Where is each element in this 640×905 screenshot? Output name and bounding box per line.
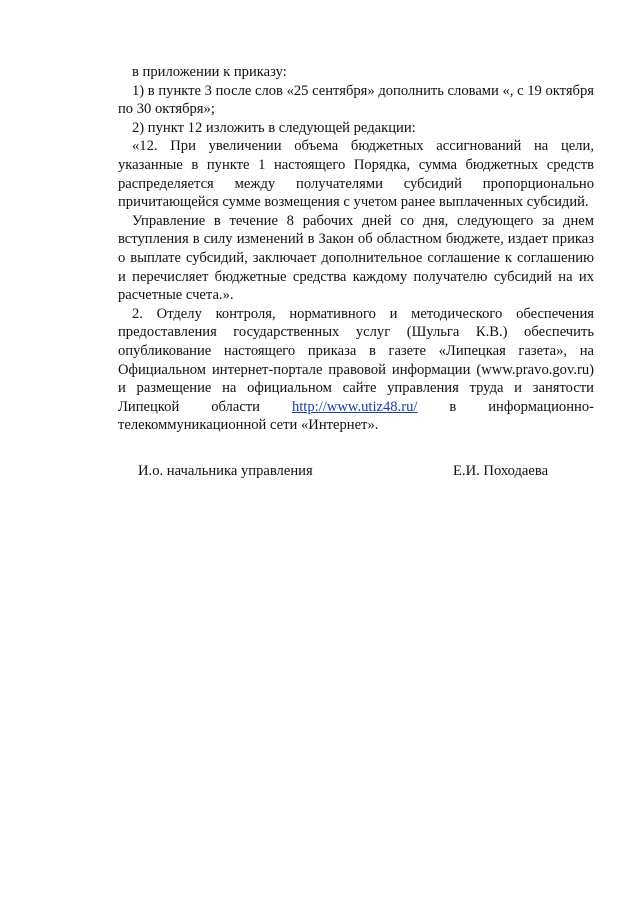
utiz48-link[interactable]: http://www.utiz48.ru/ xyxy=(291,398,418,415)
paragraph-management: Управление в течение 8 рабочих дней со дня, следующего за днем вступления в силу изменений в Закон об областном бюджете, издает приказ о выплате субсидий, заключает дополнительное соглашение к соглашению и перечисляет бюджетные средства каждому получателю субсидий на их расчетные счета.». xyxy=(118,212,594,304)
signatory-name: Е.И. Походаева xyxy=(453,463,549,479)
publication-text-after: в информационно-телекоммуникационной сети «Интернет». xyxy=(118,398,594,434)
paragraph-point-12: «12. При увеличении объема бюджетных ассигнований на цели, указанные в пункте 1 настоящего Порядка, сумма бюджетных средств распределяется между получателями субсидий пропорционально причитающейся сумме возмещения с учетом ранее выплаченных субсидий. xyxy=(118,138,594,211)
paragraph-publication xyxy=(118,305,594,435)
publication-text-before: 2. Отделу контроля, нормативного и методического обеспечения предоставления государственных услуг (Шульга К.В.) обеспечить опубликование настоящего приказа в газете «Липецкая газета», на Официальном интернет-портале правовой информации (www.pravo.gov.ru) и размещение на официальном сайте управления труда и занятости Липецкой области xyxy=(118,305,594,415)
document-body xyxy=(118,63,594,435)
paragraph-item-1: 1) в пункте 3 после слов «25 сентября» дополнить словами «, с 19 октября по 30 октября»; xyxy=(118,82,594,118)
signatory-position: И.о. начальника управления xyxy=(138,463,313,479)
paragraph-item-2: 2) пункт 12 изложить в следующей редакции: xyxy=(132,119,416,136)
paragraph-intro: в приложении к приказу: xyxy=(132,64,287,80)
